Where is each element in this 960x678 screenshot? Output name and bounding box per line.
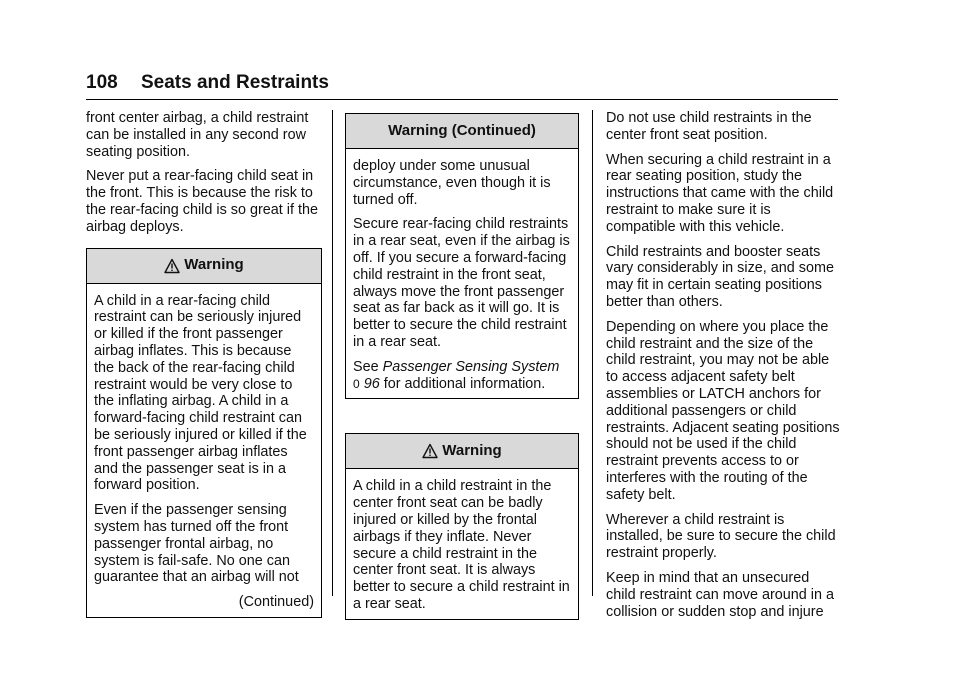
column-divider (592, 110, 593, 596)
warning-title: Warning (Continued) (388, 121, 536, 139)
warning-paragraph: deploy under some unusual circumstance, even though it is turned off. (353, 158, 551, 208)
body-paragraph: When securing a child restraint in a rear seating position, study the instructions that came with the child restraint to make sure it is compatible with this vehicle. (606, 151, 834, 235)
column-divider (332, 110, 333, 596)
warning-title: Warning (442, 441, 502, 459)
header-rule (86, 99, 838, 100)
warning-title: Warning (184, 256, 244, 274)
warning-triangle-icon (164, 258, 180, 274)
warning-header (346, 434, 578, 469)
warning-triangle-icon (422, 443, 438, 459)
page-header (86, 72, 838, 94)
page-number: 108 (86, 72, 118, 93)
page-ref-icon: 0 (353, 376, 360, 391)
see-prefix: See (353, 358, 383, 375)
see-suffix: for additional information. (379, 375, 546, 392)
body-paragraph: front center airbag, a child restraint can be installed in any second row seating position. (86, 110, 309, 160)
warning-box (345, 433, 579, 619)
body-paragraph: Child restraints and booster seats vary considerably in size, and some may fit in certain seating positions better than others. (606, 243, 834, 310)
section-title: Seats and Restraints (140, 72, 329, 93)
warning-paragraph: A child in a child restraint in the center front seat can be badly injured or killed by the frontal airbags if they inflate. Never secure a child restraint in the center front seat. It is always better to secure a child restraint in a rear seat. (353, 478, 570, 612)
continued-label: (Continued) (238, 594, 314, 611)
see-reference (353, 359, 571, 393)
warning-header (87, 249, 321, 284)
warning-box (86, 248, 322, 618)
warning-header (346, 114, 578, 149)
warning-box-continued (345, 113, 579, 399)
body-paragraph: Do not use child restraints in the center front seat position. (606, 110, 812, 143)
body-paragraph: Depending on where you place the child restraint and the size of the child restraint, you may not be able to access adjacent safety belt assemblies or LATCH anchors for additional passengers or child restraints. Adjacent seating positions should not be used if the child restraint prevents access to or interferes with the routing of the safety belt. (606, 318, 840, 503)
body-paragraph: Keep in mind that an unsecured child restraint can move around in a collision or sudden stop and injure (606, 569, 834, 620)
warning-body (346, 149, 578, 398)
column-left (86, 110, 322, 618)
warning-body (87, 284, 321, 617)
column-right (606, 110, 840, 628)
body-paragraph: Wherever a child restraint is installed, be sure to secure the child restraint properly. (606, 511, 836, 562)
see-page[interactable]: 96 (363, 375, 380, 392)
warning-paragraph: A child in a rear-facing child restraint can be seriously injured or killed if the front passenger airbag inflates. This is because the back of the rear-facing child restraint would be very close to the inflating airbag. A child in a forward-facing child restraint can be seriously injured or killed if the front passenger airbag inflates and the passenger seat is in a forward position. (94, 292, 307, 494)
see-link[interactable]: Passenger Sensing System (382, 358, 560, 375)
warning-paragraph: Secure rear-facing child restraints in a rear seat, even if the airbag is off. If you secure a forward-facing child restraint in the front seat, always move the front passenger seat as far back as it will go. It is better to secure the child restraint in a rear seat. (353, 216, 570, 350)
warning-body (346, 469, 578, 618)
column-middle (345, 110, 579, 620)
body-paragraph: Never put a rear-facing child seat in the front. This is because the risk to the rear-facing child is so great if the airbag deploys. (86, 168, 318, 235)
warning-paragraph: Even if the passenger sensing system has turned off the front passenger frontal airbag, no system is fail-safe. No one can guarantee that an airbag will not (94, 502, 299, 586)
